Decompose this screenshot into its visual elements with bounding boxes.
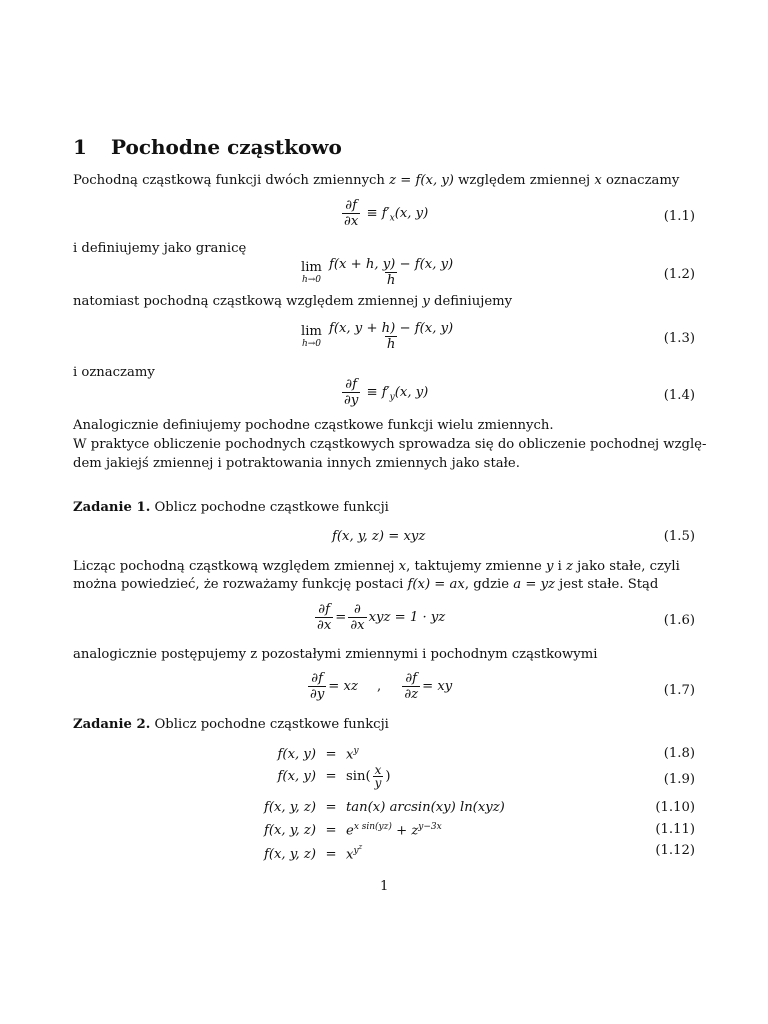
lhs: f(x, y) [277,747,316,763]
lhs: f(x, y, z) [263,823,316,839]
lim-subscript: h→0 [301,339,322,349]
paragraph-analogy: Analogicznie definiujemy pochodne cząstkowe funkcji wielu zmiennych. [73,418,554,433]
equation-number: (1.9) [663,772,695,787]
inline-math: f(x) = ax [407,577,465,592]
fraction [327,257,455,288]
equation-1-4 [340,377,428,408]
numerator: f(x + h, y) − f(x, y) [328,257,454,272]
denominator: y [374,776,382,790]
numerator: ∂ [354,602,361,617]
subscript: x [389,213,395,224]
equals-sign: = [325,823,337,839]
fraction [342,377,360,408]
text-segment: , taktujemy zmienne [406,559,546,574]
numerator: f(x, y + h) − f(x, y) [328,321,454,336]
text-segment: względem zmiennej [453,173,595,188]
text-segment: , gdzie [464,577,514,592]
text-segment: można powiedzieć, że rozważamy funkcję postaci [73,577,408,592]
exercise-2-heading [73,716,389,734]
numerator: ∂f [345,377,357,392]
equation-number: (1.3) [663,331,695,346]
limit-operator [301,324,322,349]
inline-math: x [594,173,602,188]
equation-number: (1.11) [655,822,695,837]
superscript: y−3x [418,822,442,832]
equation-number: (1.6) [663,613,695,628]
exercise-1-heading [73,499,389,517]
equation-1-6 [313,602,445,633]
text-segment: natomiast pochodną cząstkową względem zmiennej [73,294,423,309]
rhs: + z [391,823,419,839]
paragraph-practice-line1: W praktyce obliczenie pochodnych cząstkowych sprowadza się do obliczenie pochodnej wzglę- [73,437,707,452]
rhs: x [346,847,354,863]
fraction [315,602,333,633]
text-segment: i [553,559,566,574]
equiv-sign: ≡ [366,385,378,400]
equiv-sign: ≡ [366,206,378,221]
lim-subscript: h→0 [301,275,322,285]
fraction [342,198,360,229]
section-title: Pochodne cząstkowo [111,135,342,159]
rhs: tan(x) arcsin(xy) ln(xyz) [346,800,505,815]
denominator: ∂x [317,618,332,633]
paragraph-definition: i definiujemy jako granicę [73,241,247,256]
equation-1-3 [301,321,457,352]
lhs: f(x, y, z) [263,847,316,863]
equation-1-8 [238,746,359,762]
lim-text: lim [301,324,322,339]
f-prime: f′ [381,206,390,221]
inline-math: y [545,559,554,574]
rhs: e [346,823,354,839]
paragraph-explanation-line2 [73,576,658,594]
superscript: x sin(yz) [353,822,392,832]
numerator: x [374,763,382,777]
equation-1-12 [238,843,362,862]
section-heading [73,135,342,159]
paragraph-intro [73,172,679,190]
rhs: sin( [346,769,371,784]
limit-operator [301,260,322,285]
equation-number: (1.10) [655,800,695,815]
equals-sign: = [325,747,337,763]
lim-text: lim [301,260,322,275]
fraction [327,321,455,352]
expression: = xy [422,679,453,694]
equation-1-7 [306,671,452,702]
text-segment: jako stałe, czyli [572,559,680,574]
subscript: y [389,392,395,403]
paragraph-y-derivative [73,293,512,311]
numerator: ∂f [345,198,357,213]
text-segment: Pochodną cząstkową funkcji dwóch zmiennych [73,173,390,188]
equation-number: (1.12) [655,843,695,858]
expression: = xz [328,679,358,694]
equals-sign: = [325,800,337,815]
superscript [353,843,363,856]
inline-math: y [422,294,430,309]
equation-1-2 [301,257,457,288]
equation-1-1 [340,198,428,229]
nested-superscript: z [358,843,363,851]
denominator: ∂x [350,618,365,633]
inline-math: a = yz [513,577,555,592]
equation-1-11 [238,822,442,838]
exercise-text: Oblicz pochodne cząstkowe funkcji [154,717,389,732]
paragraph-notation: i oznaczamy [73,365,155,380]
numerator: ∂f [405,671,418,686]
denominator: ∂y [344,393,359,408]
numerator: ∂f [311,671,323,686]
rhs: ) [385,769,391,784]
rhs: x [346,747,354,763]
equation-number: (1.4) [663,388,695,403]
fraction [373,764,384,789]
equals-sign: = [335,610,347,625]
text-segment: jest stałe. Stąd [554,577,659,592]
text-segment: Licząc pochodną cząstkową względem zmiennej [73,559,399,574]
denominator: ∂y [310,687,325,702]
args: (x, y) [394,206,429,221]
equation-number: (1.7) [663,683,695,698]
paragraph-practice-line2: dem jakiejś zmiennej i potraktowania innych zmiennych jako stałe. [73,456,520,471]
equation-number: (1.1) [663,209,695,224]
equals-sign: = [325,769,337,784]
page-number: 1 [380,879,389,894]
paragraph-analogous: analogicznie postępujemy z pozostałymi zmiennymi i pochodnym cząstkowymi [73,647,598,662]
equation-number: (1.8) [663,746,695,761]
fraction [402,671,420,702]
paragraph-explanation-line1 [73,558,680,576]
superscript: y [353,746,359,756]
lhs: f(x, y) [277,769,316,784]
inline-math: z = f(x, y) [389,173,454,188]
fraction [348,602,366,633]
numerator: ∂f [318,602,330,617]
text-segment: oznaczamy [601,173,680,188]
superscript-base: y [353,846,359,856]
f-prime: f′ [381,385,390,400]
equation-1-5: f(x, y, z) = xyz [332,529,426,544]
equals-sign: = [325,847,337,863]
section-number: 1 [73,135,87,159]
text-segment: definiujemy [429,294,513,309]
equation-number: (1.2) [663,267,695,282]
comma-separator: , [377,679,382,694]
denominator: ∂x [344,214,359,229]
inline-math: x [398,559,407,574]
equation-1-10 [238,800,505,815]
equation-number: (1.5) [663,529,695,544]
exercise-label: Zadanie 1. [73,500,151,515]
denominator: h [386,273,396,288]
denominator: ∂z [404,687,419,702]
equation-1-9 [238,764,391,789]
inline-math: z [566,559,573,574]
denominator: h [386,337,396,352]
exercise-text: Oblicz pochodne cząstkowe funkcji [154,500,389,515]
args: (x, y) [394,385,429,400]
expression: xyz = 1 · yz [368,610,446,625]
exercise-label: Zadanie 2. [73,717,151,732]
fraction [308,671,326,702]
lhs: f(x, y, z) [263,800,316,815]
